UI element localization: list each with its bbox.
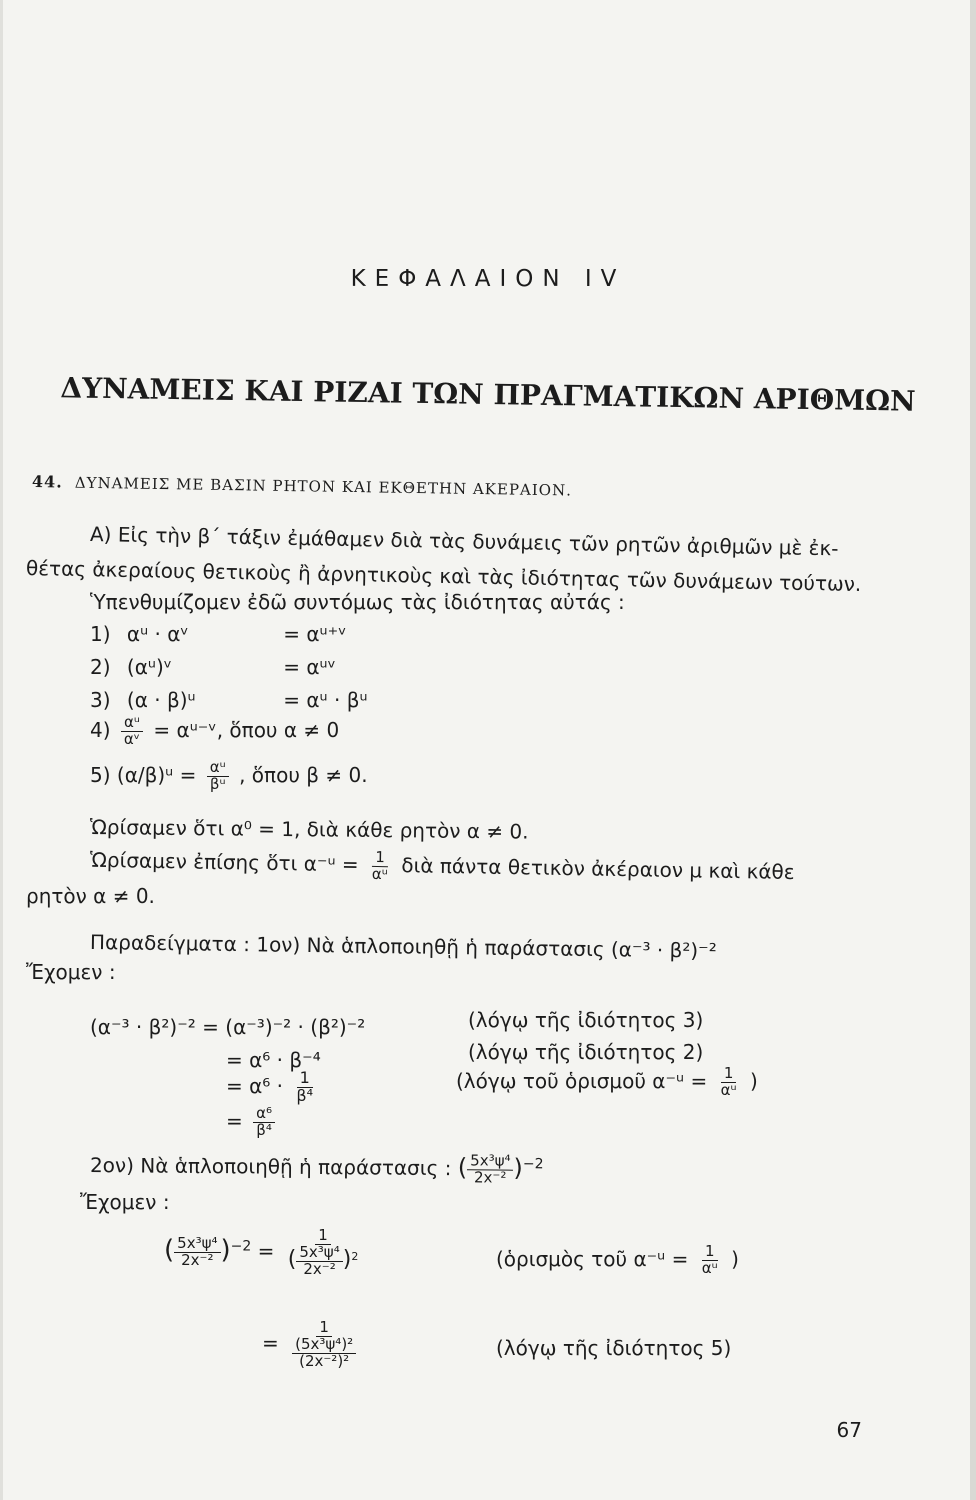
- example-2-step-2: = $\frac{1}{\frac{\text{(5x³ψ⁴)²}}{\text{(2x⁻²)²}}}$: [262, 1320, 363, 1369]
- definition-negative-exponent: Ὡρίσαμεν ἐπίσης ὅτι α⁻ᵘ = $\frac{1}{\text{αᵘ}}$ διὰ πάντα θετικὸν ἀκέραιον μ καὶ κάθε: [89, 847, 795, 885]
- section-heading: [32, 472, 572, 499]
- example-2-title: 2ον) Νὰ ἁπλοποιηθῇ ἡ παράστασις : ( $\frac{\text{5x³ψ⁴}}{\text{2x⁻²}}$ )$^{-2}$: [89, 1151, 544, 1187]
- page-title: ΔΥΝΑΜΕΙΣ ΚΑΙ ΡΙΖΑΙ ΤΩΝ ΠΡΑΓΜΑΤΙΚΩΝ ΑΡΙΘΜΩΝ: [60, 371, 916, 418]
- example-1-step-2: = α⁶ · β⁻⁴: [226, 1048, 321, 1072]
- example-2-have: Ἔχομεν :: [80, 1190, 170, 1214]
- property-5-fraction: $\frac{\text{αᵘ}}{\text{βᵘ}}$: [207, 760, 229, 793]
- property-4: 4) $\frac{\text{αᵘ}}{\text{αᵛ}}$ = αᵘ⁻ᵛ, ὅπου α ≠ 0: [90, 713, 340, 748]
- example-1-step-1: (α⁻³ · β²)⁻² = (α⁻³)⁻² · (β²)⁻²: [90, 1015, 366, 1039]
- example-2-reason-2: (λόγῳ τῆς ἰδιότητος 5): [496, 1336, 732, 1360]
- intro-line-3: Ὑπενθυμίζομεν ἐδῶ συντόμως τὰς ἰδιότητας αὐτάς :: [90, 590, 625, 614]
- example-1-step-3: = α⁶ · $\frac{1}{\text{β⁴}}$: [226, 1068, 314, 1105]
- property-1: 1) αᵘ · αᵛ = αᵘ⁺ᵛ: [90, 622, 347, 646]
- property-4-fraction: $\frac{\text{αᵘ}}{\text{αᵛ}}$: [121, 715, 143, 748]
- property-3: 3) (α · β)ᵘ = αᵘ · βᵘ: [90, 688, 368, 712]
- chapter-heading: ΚΕΦΑΛΑΙΟΝ IV: [350, 266, 626, 292]
- page-edge-right: [970, 0, 976, 1500]
- definition-zero-exponent: Ὡρίσαμεν ὅτι α⁰ = 1, διὰ κάθε ρητὸν α ≠ 0.: [89, 815, 529, 844]
- page-edge-left: [0, 0, 3, 1500]
- example-1-title: Παραδείγματα : 1ον) Νὰ ἁπλοποιηθῇ ἡ παράστασις (α⁻³ · β²)⁻²: [89, 930, 717, 963]
- example-2-step-1: ( $\frac{\text{5x³ψ⁴}}{\text{2x⁻²}}$ )$^{-2}$ = 1 ( $\frac{\text{5x³ψ⁴}}{\text{2x⁻²}}$ )$^2$: [164, 1226, 359, 1278]
- property-5: 5) (α/β)ᵘ = $\frac{\text{αᵘ}}{\text{βᵘ}}$ , ὅπου β ≠ 0.: [90, 758, 368, 793]
- example-2-reason-1: (ὁρισμὸς τοῦ α⁻ᵘ = $\frac{1}{\text{αᵘ}}$ ): [496, 1242, 739, 1277]
- example-1-reason-2: (λόγῳ τῆς ἰδιότητος 2): [468, 1040, 704, 1064]
- page-number: 67: [836, 1418, 862, 1442]
- intro-line-2: θέτας ἀκεραίους θετικοὺς ἢ ἀρνητικοὺς καὶ τὰς ἰδιότητας τῶν δυνάμεων τούτων.: [25, 556, 862, 597]
- example-1-reason-3: (λόγῳ τοῦ ὁρισμοῦ α⁻ᵘ = $\frac{1}{\text{αᵘ}}$ ): [456, 1064, 758, 1099]
- section-title: ΔΥΝΑΜΕΙΣ ΜΕ ΒΑΣΙΝ ΡΗΤΟΝ ΚΑΙ ΕΚΘΕΤΗΝ ΑΚΕΡΑΙΟΝ.: [74, 473, 573, 500]
- intro-line-1: Α) Εἰς τὴν β΄ τάξιν ἐμάθαμεν διὰ τὰς δυνάμεις τῶν ρητῶν ἀριθμῶν μὲ ἐκ-: [89, 522, 839, 561]
- example-1-have: Ἔχομεν :: [26, 960, 116, 984]
- section-number: 44.: [31, 472, 63, 492]
- example-1-step-4: = $\frac{\text{α⁶}}{\text{β⁴}}$: [226, 1106, 279, 1139]
- definition-continuation: ρητὸν α ≠ 0.: [26, 884, 155, 908]
- property-2: 2) (αᵘ)ᵛ = αᵘᵛ: [90, 655, 336, 679]
- example-1-reason-1: (λόγῳ τῆς ἰδιότητος 3): [468, 1008, 704, 1032]
